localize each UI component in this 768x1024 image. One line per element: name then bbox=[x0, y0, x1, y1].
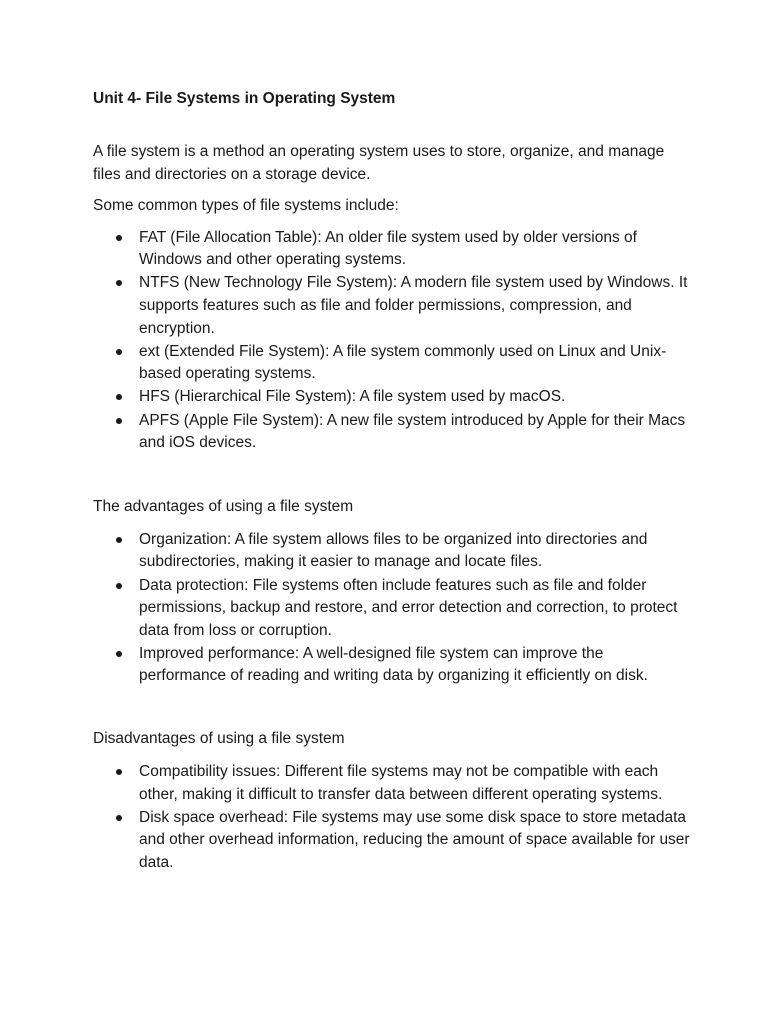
section-spacer bbox=[93, 455, 693, 496]
list-item-text: APFS (Apple File System): A new file system introduced by Apple for their Macs and iOS devices. bbox=[139, 411, 686, 452]
bullet-icon bbox=[116, 280, 122, 286]
list-item-text: Data protection: File systems often include features such as file and folder permissions, backup and restore, and error detection and correction, to protect data from loss or corruption. bbox=[139, 576, 678, 639]
list-item bbox=[93, 807, 693, 875]
bullet-icon bbox=[116, 651, 122, 657]
list-item bbox=[93, 227, 693, 272]
intro-paragraph: A file system is a method an operating system uses to store, organize, and manage files and directories on a storage device. bbox=[93, 143, 665, 183]
list-item bbox=[93, 272, 693, 340]
list-item bbox=[93, 575, 693, 643]
bullet-icon bbox=[116, 349, 122, 355]
list-item bbox=[93, 529, 693, 574]
list-item-text: Improved performance: A well-designed file system can improve the performance of reading and writing data by organizing it efficiently on disk. bbox=[139, 644, 648, 685]
list-item-text: Compatibility issues: Different file systems may not be compatible with each other, making it difficult to transfer data between different operating systems. bbox=[139, 763, 663, 803]
list-item-text: NTFS (New Technology File System): A modern file system used by Windows. It supports features such as file and folder permissions, compression, and encryption. bbox=[139, 274, 688, 337]
document-page bbox=[93, 88, 693, 875]
list-item bbox=[93, 341, 693, 386]
types-heading: Some common types of file systems include: bbox=[93, 197, 399, 215]
list-item bbox=[93, 410, 693, 455]
bullet-icon bbox=[116, 235, 122, 241]
document-title: Unit 4- File Systems in Operating System bbox=[93, 90, 396, 107]
list-item-text: Organization: A file system allows files to be organized into directories and subdirectories, making it easier to manage and locate files. bbox=[139, 530, 648, 571]
list-item-text: Disk space overhead: File systems may use some disk space to store metadata and other overhead information, reducing the amount of space available for user data. bbox=[139, 808, 690, 871]
list-item bbox=[93, 643, 693, 688]
list-item bbox=[93, 761, 693, 806]
bullet-icon bbox=[116, 418, 122, 424]
bullet-icon bbox=[116, 583, 122, 589]
bullet-icon bbox=[116, 537, 122, 543]
list-item-text: ext (Extended File System): A file system commonly used on Linux and Unix-based operating systems. bbox=[139, 342, 667, 383]
section-spacer bbox=[93, 688, 693, 728]
bullet-icon bbox=[116, 769, 122, 775]
list-item-text: HFS (Hierarchical File System): A file system used by macOS. bbox=[139, 388, 566, 406]
list-item bbox=[93, 386, 693, 409]
disadvantages-list bbox=[93, 761, 693, 874]
types-list bbox=[93, 227, 693, 455]
disadvantages-heading: Disadvantages of using a file system bbox=[93, 730, 345, 748]
list-item-text: FAT (File Allocation Table): An older file system used by older versions of Windows and other operating systems. bbox=[139, 228, 637, 269]
bullet-icon bbox=[116, 394, 122, 400]
advantages-list bbox=[93, 529, 693, 688]
bullet-icon bbox=[116, 815, 122, 821]
advantages-heading: The advantages of using a file system bbox=[93, 498, 354, 516]
